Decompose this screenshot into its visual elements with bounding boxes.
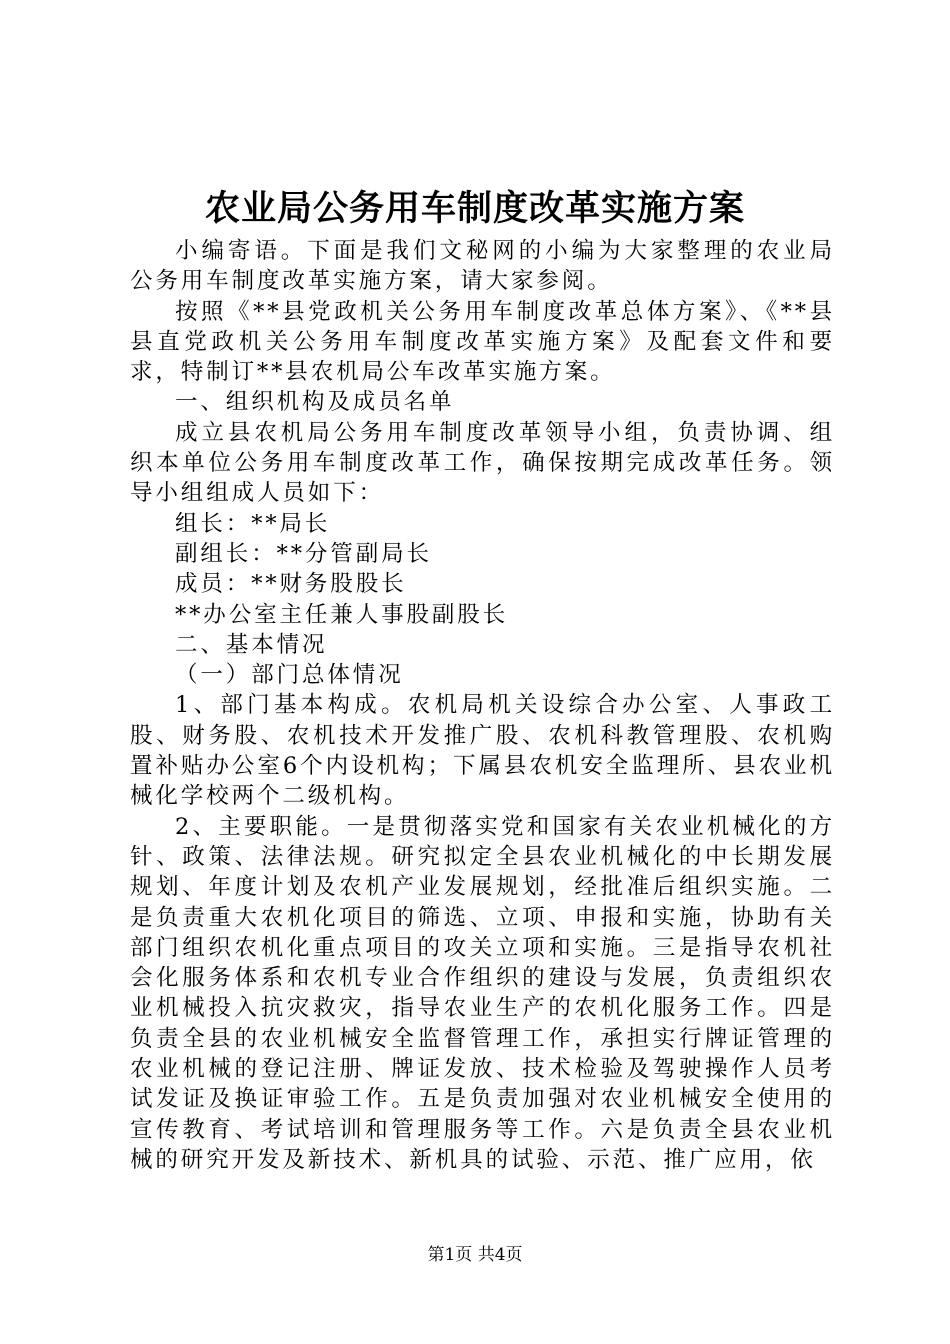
member-leader: 组长：**局长 (175, 510, 331, 537)
member-office: **办公室主任兼人事股副股长 (175, 601, 509, 628)
member-finance: 成员：**财务股股长 (175, 571, 407, 598)
member-deputy-leader: 副组长：**分管副局长 (175, 540, 432, 567)
heading-organization: 一、组织机构及成员名单 (175, 389, 455, 416)
heading-basic-situation: 二、基本情况 (175, 631, 328, 658)
paragraph-main-functions: 2、主要职能。一是贯彻落实党和国家有关农业机械化的方针、政策、法律法规。研究拟定全县农业机械化的中长期发展规划、年度计划及农机产业发展规划，经批准后组织实施。二是负责重大农机化项目的筛选、立项、申报和实施，协助有关部门组织农机化重点项目的攻关立项和实施。三是指导农机社会化服务体系和农机专业合作组织的建设与发展，负责组织农业机械投入抗灾救灾，指导农业生产的农机化服务工作。四是负责全县的农业机械安全监督管理工作，承担实行牌证管理的农业机械的登记注册、牌证发放、技术检验及驾驶操作人员考试发证及换证审验工作。五是负责加强对农业机械安全使用的宣传教育、考试培训和管理服务等工作。六是负责全县农业机械的研究开发及新技术、新机具的试验、示范、推广应用，依 (130, 813, 835, 1173)
page-footer: 第1页 共4页 (427, 1245, 523, 1265)
paragraph-basis: 按照《**县党政机关公务用车制度改革总体方案》、《**县县直党政机关公务用车制度改革实施方案》及配套文件和要求，特制订**县农机局公车改革实施方案。 (130, 298, 835, 386)
document-body (130, 236, 835, 1175)
paragraph-leading-group: 成立县农机局公务用车制度改革领导小组，负责协调、组织本单位公务用车制度改革工作，确保按期完成改革任务。领导小组组成人员如下： (130, 419, 835, 507)
paragraph-intro: 小编寄语。下面是我们文秘网的小编为大家整理的农业局公务用车制度改革实施方案，请大家参阅。 (130, 238, 835, 295)
paragraph-department-structure: 1、部门基本构成。农机局机关设综合办公室、人事政工股、财务股、农机技术开发推广股、农机科教管理股、农机购置补贴办公室6个内设机构；下属县农机安全监理所、县农业机械化学校两个二级机构。 (130, 692, 835, 810)
subheading-department-overview: （一）部门总体情况 (175, 662, 404, 689)
document-title: 农业局公务用车制度改革实施方案 (204, 188, 745, 229)
